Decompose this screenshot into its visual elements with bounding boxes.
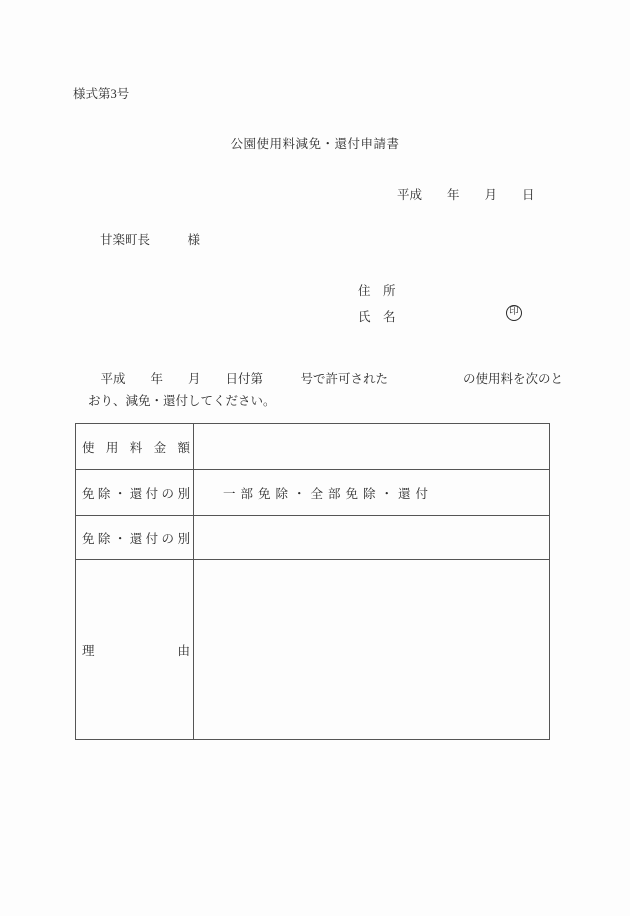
form-number: 様式第3号: [73, 87, 130, 101]
table-row: [76, 515, 549, 559]
applicant-address-label: 住 所: [358, 284, 396, 298]
addressee: 甘楽町長 様: [100, 233, 201, 247]
body-paragraph: [88, 369, 578, 412]
exemption-refund-type-label: 免 除 ・ 還 付 の 別: [82, 486, 190, 501]
usage-fee-amount-field: [194, 424, 549, 469]
date-line: 平成 年 月 日: [397, 188, 535, 202]
exemption-refund-type-label-cell: [76, 470, 194, 515]
seal-character: 印: [509, 307, 519, 318]
seal-stamp-icon: [506, 305, 522, 321]
body-line-2: おり、減免・還付してください。: [88, 393, 276, 408]
exemption-refund-type-field: [194, 516, 549, 559]
usage-fee-amount-label-cell: [76, 424, 194, 469]
body-line-1: 平成 年 月 日付第 号で許可された の使用料を次のと: [88, 372, 564, 386]
exemption-refund-type-label-2: 免 除 ・ 還 付 の 別: [82, 531, 190, 546]
reason-label: 理 由: [82, 643, 190, 658]
application-table: [75, 423, 550, 740]
exemption-refund-options: 一部免除・全部免除・還付: [223, 486, 434, 501]
page-title: 公園使用料減免・還付申請書: [230, 137, 400, 151]
table-row: [76, 559, 549, 739]
reason-field: [194, 560, 549, 739]
table-row: [76, 424, 549, 469]
usage-fee-amount-label: 使 用 料 金 額: [82, 440, 190, 455]
applicant-name-label: 氏 名: [358, 310, 396, 324]
table-row: [76, 469, 549, 515]
reason-label-cell: [76, 560, 194, 739]
exemption-refund-type-label-cell-2: [76, 516, 194, 559]
